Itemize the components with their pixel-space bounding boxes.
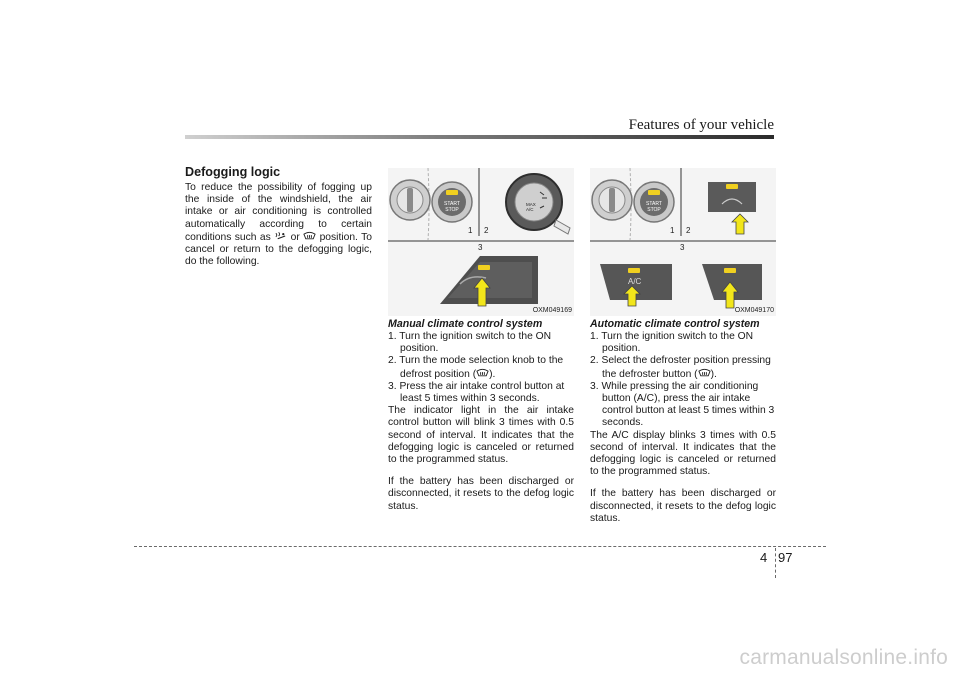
auto-steps: [590, 331, 776, 430]
callout-2: 2: [484, 226, 489, 235]
auto-step-2: [590, 355, 776, 380]
auto-paragraph-2: If the battery has been discharged or disconnected, it resets to the defog logic status.: [590, 488, 776, 524]
manual-column: [388, 318, 574, 513]
callout-3: 3: [680, 243, 685, 252]
figure-manual-climate: [388, 168, 574, 316]
stop-label: STOP: [647, 207, 661, 213]
auto-paragraph-1: The A/C display blinks 3 times with 0.5 second of interval. It indicates that the defogging logic is canceled or returned to the programmed status.: [590, 429, 776, 478]
manual-step-2: [388, 355, 574, 380]
callout-2: 2: [686, 226, 691, 235]
figure-auto-climate: [590, 168, 776, 316]
knob-label-ac: A/C: [526, 207, 534, 212]
manual-step-3: 3. Press the air intake control button at least 5 times within 3 seconds.: [388, 380, 565, 405]
auto-step-1: 1. Turn the ignition switch to the ON position.: [590, 331, 754, 355]
auto-step-3: 3. While pressing the air conditioning button (A/C), press the air intake control button at least 5 times within 3 seconds.: [590, 380, 775, 429]
figure-code: OXM049170: [734, 307, 774, 314]
footer-rule: [134, 546, 826, 547]
knob-label-max: MAX: [526, 202, 536, 207]
close-paren: ).: [710, 368, 717, 380]
chapter-number: 4: [760, 550, 768, 565]
floor-defrost-icon: [274, 231, 287, 241]
defog-column: [185, 165, 372, 268]
manual-steps: [388, 331, 574, 405]
manual-paragraph-2: If the battery has been discharged or disconnected, it resets to the defog logic status.: [388, 476, 574, 512]
defrost-icon: [476, 368, 489, 378]
auto-column: [590, 318, 776, 525]
watermark: carmanualsonline.info: [739, 646, 948, 669]
callout-3: 3: [478, 243, 483, 252]
ac-label: A/C: [628, 277, 642, 286]
close-paren: ).: [489, 368, 496, 380]
section-title: Defogging logic: [185, 165, 281, 179]
defrost-icon: [303, 231, 316, 241]
start-label: START: [646, 201, 662, 207]
start-label: START: [444, 201, 460, 207]
stop-label: STOP: [445, 207, 459, 213]
auto-step-2-text: 2. Select the defroster position pressing the defroster button (: [590, 355, 771, 380]
manual-step-2-text: 2. Turn the mode selection knob to the defrost position (: [388, 355, 564, 380]
defog-intro-text: To reduce the possibility of fogging up the inside of the windshield, the air intake or air conditioning is controlled automatically according to certain conditions such as: [185, 182, 372, 243]
page-number-divider: [775, 548, 776, 578]
manual-step-1: 1. Turn the ignition switch to the ON position.: [388, 331, 552, 355]
header-rule: [185, 135, 774, 139]
defog-intro-or: or: [290, 231, 300, 243]
auto-title: Automatic climate control system: [590, 318, 760, 330]
manual-paragraph-1: The indicator light in the air intake control button will blink 3 times with 0.5 second of interval. It indicates that the defogging logic is canceled or returned to the programmed status.: [388, 405, 574, 466]
header-title: Features of your vehicle: [628, 117, 774, 133]
defog-intro-tail: position. To cancel or return to the defogging logic, do the following.: [185, 231, 372, 268]
manual-title: Manual climate control system: [388, 318, 543, 330]
callout-1: 1: [670, 226, 675, 235]
defog-intro: [185, 182, 372, 268]
defrost-icon: [698, 368, 711, 378]
callout-1: 1: [468, 226, 473, 235]
page-number: 97: [778, 550, 793, 565]
figure-code: OXM049169: [532, 307, 572, 314]
